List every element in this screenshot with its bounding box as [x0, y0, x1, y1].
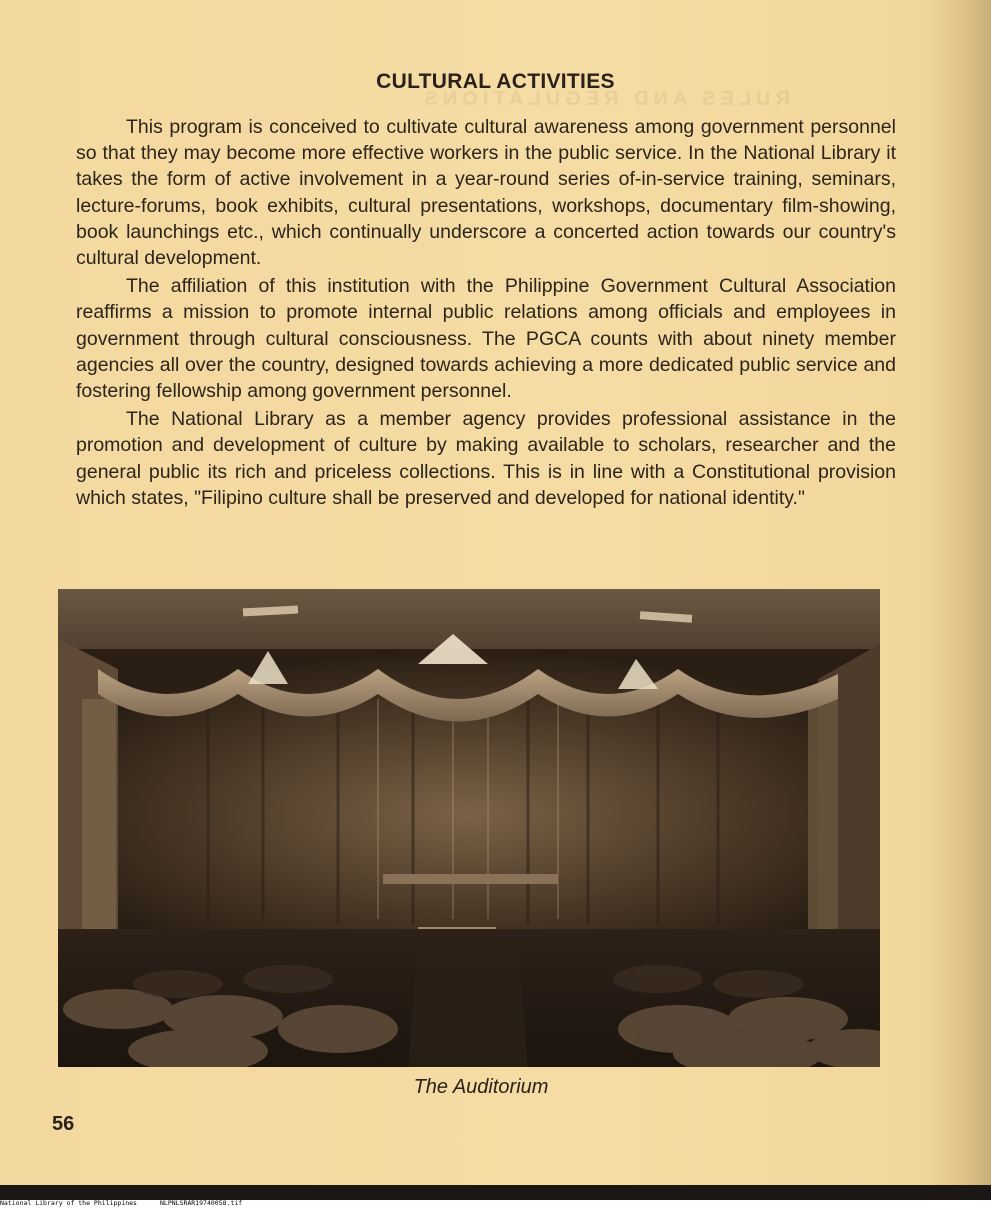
body-text: [76, 114, 896, 511]
auditorium-photo-illustration: [58, 589, 880, 1067]
bleed-through-text: RULES AND REGULATIONS: [419, 88, 790, 110]
paragraph-3: The National Library as a member agency provides professional assistance in the promotion and development of culture by making available to scholars, researcher and the general public its rich and priceless collections. This is in line with a Constitutional provision which states, "Filipino culture shall be preserved and developed for national identity.": [76, 408, 896, 509]
footer-source: National Library of the Philippines: [0, 1199, 137, 1207]
page-number: 56: [52, 1113, 75, 1135]
page-title: CULTURAL ACTIVITIES: [376, 70, 615, 93]
footer-filename: NLPNLSRAR19740058.tif: [160, 1199, 243, 1207]
paragraph-2: The affiliation of this institution with the Philippine Government Cultural Association reaffirms a mission to promote internal public relations among officials and employees in government through cultural consciousness. The PGCA counts with about ninety member agencies all over the country, designed towards achieving a more dedicated public service and fostering fellowship among government personnel.: [76, 275, 896, 403]
auditorium-photo: [58, 589, 880, 1067]
photo-caption: The Auditorium: [413, 1076, 549, 1098]
scan-footer: [0, 1200, 991, 1208]
paragraph-1: This program is conceived to cultivate cultural awareness among government personnel so that they may become more effective workers in the public service. In the National Library it takes the form of active involvement in a year-round series of-in-service training, seminars, lecture-forums, book exhibits, cultural presentations, workshops, documentary film-showing, book launchings etc., which continually underscore a concerted action towards our country's cultural development.: [76, 116, 896, 270]
